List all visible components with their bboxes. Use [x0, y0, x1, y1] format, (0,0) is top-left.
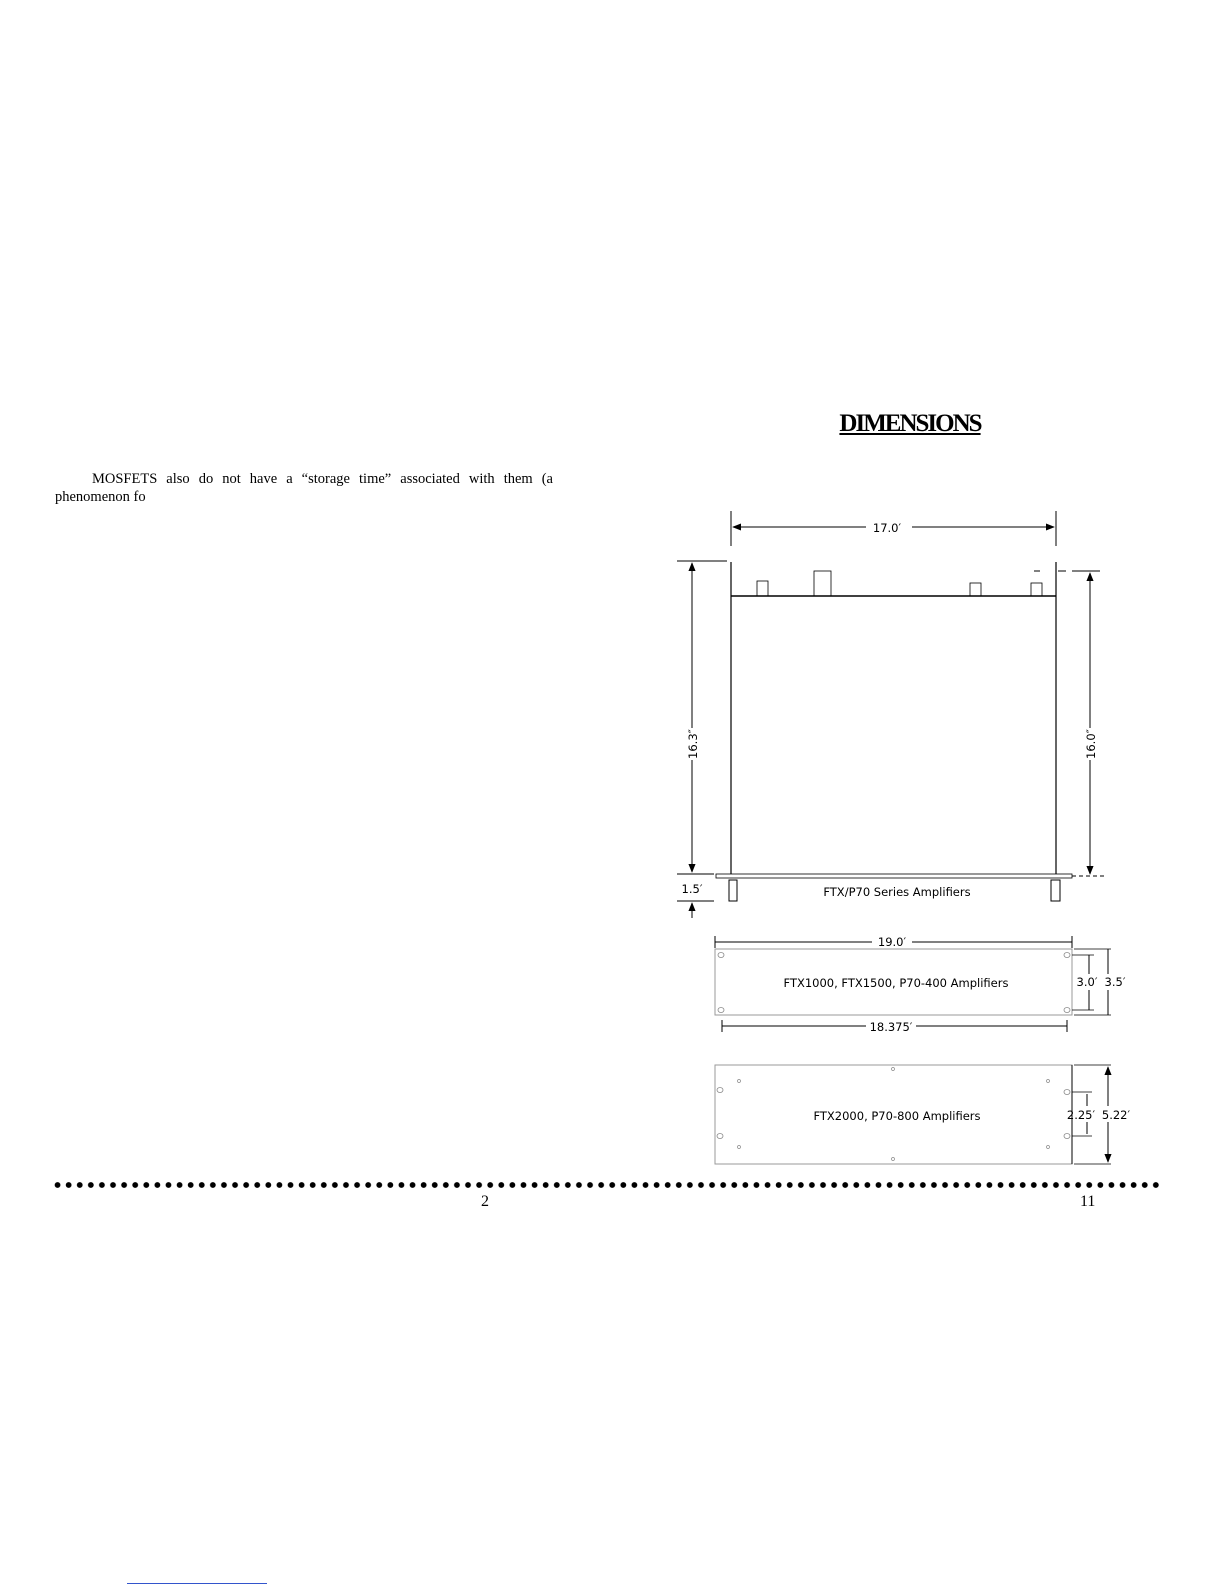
section-title: DIMENSIONS — [839, 410, 981, 437]
panel-1u-hole-spacing-label: 18.375′ — [869, 1020, 913, 1034]
top-view-drawing — [677, 511, 1106, 918]
panel-1u-outer-height-label: 3.5′ — [1104, 975, 1126, 989]
top-view-caption: FTX/P70 Series Amplifiers — [823, 885, 971, 899]
paragraph-line: MOSFETS also do not have a “storage time” associated with them (a — [92, 471, 553, 487]
page-number-left: 2 — [481, 1193, 489, 1210]
panel-1u-inner-height-label: 3.0′ — [1076, 975, 1098, 989]
page-number-right: 11 — [1080, 1193, 1096, 1210]
foot-height-label: 1.5′ — [681, 882, 703, 896]
left-height-label: 16.3″ — [686, 729, 700, 759]
panel-3u-inner-height-label: 2.25′ — [1066, 1108, 1096, 1122]
top-width-label: 17.0′ — [872, 521, 902, 535]
footer-dotted-rule — [52, 1179, 1162, 1191]
panel-1u-width-label: 19.0′ — [877, 935, 907, 949]
panel-1u-caption: FTX1000, FTX1500, P70-400 Amplifiers — [783, 976, 1009, 990]
panel-3u-outer-height-label: 5.22′ — [1101, 1108, 1131, 1122]
bottom-link-underline[interactable] — [127, 1583, 267, 1584]
panel-3u-caption: FTX2000, P70-800 Amplifiers — [813, 1109, 981, 1123]
right-height-label: 16.0″ — [1084, 729, 1098, 759]
paragraph-line: phenomenon fo — [55, 489, 146, 505]
